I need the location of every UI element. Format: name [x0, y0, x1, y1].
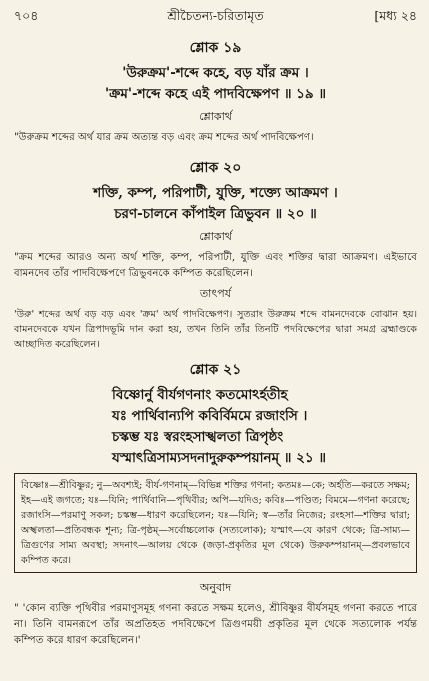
verse-21-line-2: যঃ পার্থিবান্যপি কবির্বিমমে রজাংসি ।: [112, 408, 308, 424]
verse-21-translation-heading: অনুবাদ: [199, 581, 232, 594]
verse-19-translation-heading: শ্লোকার্থ: [199, 110, 232, 123]
synonyms-box: [14, 473, 417, 573]
verse-20-line-1: শক্তি, কম্প, পরিপাটী, যুক্তি, শক্ত্যে আক্রমণ ।: [93, 185, 338, 201]
verse-21-line-3: চস্কম্ভ যঃ স্বরংহসাস্খলতা ত্রিপৃষ্ঠং: [112, 429, 284, 445]
verse-20-translation: "ক্রম শব্দের আরও অন্য অর্থ শক্তি, কম্প, পরিপাটী, যুক্তি এবং শক্তির দ্বারা আক্রমণ। এইভাবে বামনদেব তাঁর পাদবিক্ষেপণে ত্রিভুবনকে কম্পিত করেছিলেন।: [14, 252, 417, 279]
verse-20-heading: শ্লোক ২০: [189, 160, 242, 176]
verse-20-translation-heading: শ্লোকার্থ: [199, 230, 232, 243]
verse-19-translation: "উরুক্রম শব্দের অর্থ যার ক্রম অত্যন্ত বড় এবং ক্রম শব্দের অর্থ পাদবিক্ষেপণ।: [14, 132, 314, 143]
verse-21-line-1: বিষ্ণোর্নু বীর্যগণনাং কতমোঽর্হতীহ: [112, 387, 288, 403]
verse-19-heading: শ্লোক ১৯: [189, 40, 242, 56]
verse-21-synonyms: বিষ্ণোঃ—শ্রীবিষ্ণুর; নু—অবশ্যই; বীর্য-গণনাম্—বিভিন্ন শক্তির গণনা; কতমঃ—কে; অর্হতি—করতে সক্ষম; ইহ—এই জগতে; যঃ—যিনি; পার্থিবানি—পৃথিবীর; অপি—যদিও; কবিঃ—পণ্ডিত; বিমমে—গণনা করেছে; রজাংসি—পরমাণু সকল; চস্কম্ভ—ধারণ করেছিলেন; যঃ—যিনি; স্ব—তাঁর নিজের; রংহসা—শক্তির দ্বারা; অস্খলতা—প্রতিবন্ধক শূন্য; ত্রি-পৃষ্ঠম্—সর্বোচ্চলোক (সত্যলোক); যস্মাৎ—যে কারণ থেকে; ত্রি-সাম্য—ত্রিগুণের সাম্য অবস্থা; সদনাৎ—আলয় থেকে (জড়া-প্রকৃতির মূল থেকে) উরুকম্পয়ানম্—প্রবলভাবে কম্পিত করে।: [21, 480, 410, 566]
page-number: ৭০৪: [14, 8, 39, 23]
verse-19-line-1: 'উরুক্রম'-শব্দে কহে, বড় যাঁর ক্রম ।: [122, 65, 309, 81]
verse-20-purport-heading: তাৎপর্য: [199, 287, 232, 300]
page-header: [14, 6, 417, 26]
verse-21-translation: " 'কোন ব্যক্তি পৃথিবীর পরমাণুসমূহ গণনা করতে সক্ষম হলেও, শ্রীবিষ্ণুর বীর্যসমূহ গণনা করতে পারে না। তিনি বামনরূপে তাঁর অপ্রতিহত পদবিক্ষেপে ত্রিগুণময়ী প্রকৃতির মূল থেকে সত্যলোক পর্যন্ত কম্পিত করে ধারণ করেছিলেন।': [14, 603, 417, 646]
verse-20-purport: 'উরু' শব্দের অর্থ বড় বড় এবং 'ক্রম' অর্থ পাদবিক্ষেপণ। সুতরাং উরুক্রম শব্দে বামনদেবকে বোঝান হয়। বামনদেবকে যখন ত্রিপাদভূমি দান করা হয়, তখন তিনি তাঁর তিনটি পদবিক্ষেপের দ্বারা সমগ্র ব্রহ্মাণ্ডকে আচ্ছাদিত করেছিলেন।: [14, 309, 417, 350]
verse-21-line-4: যস্মাৎত্রিসাম্যসদনাদুরুকম্পয়ানম্ ॥ ২১ ॥: [112, 450, 327, 466]
verse-19-line-2: 'ক্রম'-শব্দে কহে এই পাদবিক্ষেপণ ॥ ১৯ ॥: [104, 86, 327, 102]
verse-20-line-2: চরণ-চালনে কাঁপাইল ত্রিভুবন ॥ ২০ ॥: [114, 206, 317, 222]
book-title: শ্রীচৈতন্য-চরিতামৃত: [167, 8, 264, 23]
verse-21-heading: শ্লোক ২১: [189, 362, 242, 378]
chapter-label: [মধ্য ২৪: [374, 8, 417, 23]
